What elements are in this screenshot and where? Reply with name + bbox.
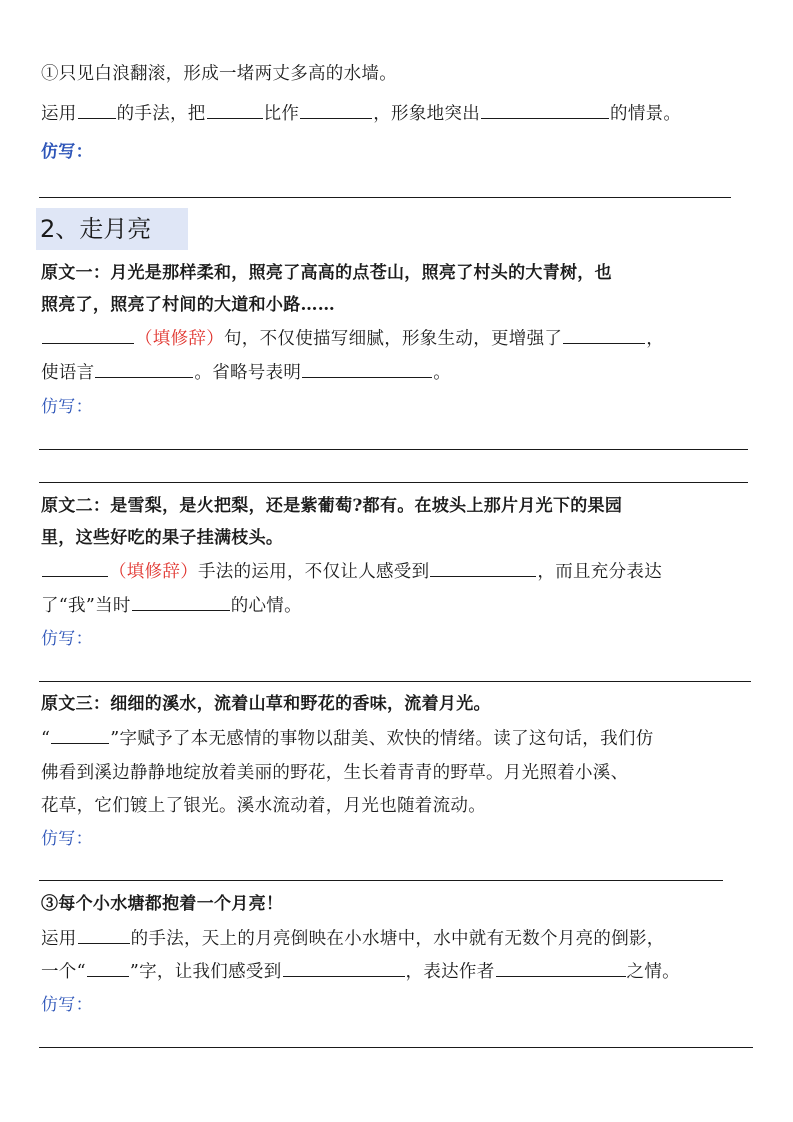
- text1-question-2: 使语言 。省略号表明 。: [41, 359, 451, 387]
- text3-line4: 花草，它们镀上了银光。溪水流动着，月光也随着流动。: [41, 796, 486, 816]
- text1-line1: 原文一：月光是那样柔和，照亮了高高的点苍山，照亮了村头的大青树，也: [41, 263, 612, 283]
- blank[interactable]: [51, 725, 109, 744]
- imitate-label: 仿写：: [41, 829, 93, 849]
- q3-question-1: 运用 的手法，天上的月亮倒映在小水塘中，水中就有无数个月亮的倒影，: [41, 925, 665, 953]
- text1-question-1: （填修辞）句，不仅使描写细腻，形象生动，更增强了 ，: [41, 325, 664, 353]
- text3-question: “ ”字赋予了本无感情的事物以甜美、欢快的情绪。读了这句话，我们仿: [41, 725, 654, 753]
- q1-question: 运用 的手法，把 比作 ，形象地突出 的情景。: [41, 100, 681, 128]
- blank[interactable]: [42, 558, 108, 577]
- text2-question-1: （填修辞）手法的运用，不仅让人感受到 ，而且充分表达: [41, 558, 662, 586]
- text3-line3: 佛看到溪边静静地绽放着美丽的野花，生长着青青的野草。月光照着小溪、: [41, 763, 629, 783]
- blank[interactable]: [95, 359, 193, 378]
- answer-line[interactable]: [39, 1047, 753, 1048]
- q3-sentence: ③每个小水塘都抱着一个月亮！: [41, 894, 284, 914]
- text2-line1: 原文二：是雪梨，是火把梨，还是紫葡萄?都有。在坡头上那片月光下的果园: [41, 496, 623, 516]
- blank[interactable]: [300, 100, 372, 119]
- blank[interactable]: [42, 325, 134, 344]
- rhetoric-note: （填修辞）: [109, 562, 198, 582]
- answer-line[interactable]: [39, 449, 748, 450]
- imitate-label: 仿写：: [41, 397, 93, 417]
- blank[interactable]: [563, 325, 645, 344]
- answer-line[interactable]: [39, 482, 748, 483]
- text2-question-2: 了“我”当时 的心情。: [41, 592, 302, 620]
- blank[interactable]: [430, 558, 536, 577]
- imitate-label: 仿写：: [41, 995, 93, 1015]
- text3-line1: 原文三：细细的溪水，流着山草和野花的香味，流着月光。: [41, 694, 491, 714]
- blank[interactable]: [132, 592, 230, 611]
- blank[interactable]: [481, 100, 609, 119]
- section-heading: 2、走月亮: [36, 208, 188, 250]
- answer-line[interactable]: [39, 197, 731, 198]
- q1-sentence: ①只见白浪翻滚，形成一堵两丈多高的水墙。: [41, 64, 397, 84]
- blank[interactable]: [283, 958, 405, 977]
- rhetoric-note: （填修辞）: [135, 329, 224, 349]
- answer-line[interactable]: [39, 880, 723, 881]
- blank[interactable]: [78, 925, 130, 944]
- blank[interactable]: [302, 359, 432, 378]
- blank[interactable]: [496, 958, 626, 977]
- q3-question-2: 一个“ ”字，让我们感受到 ，表达作者 之情。: [41, 958, 680, 986]
- text1-line2: 照亮了，照亮了村间的大道和小路……: [41, 295, 336, 315]
- text2-line2: 里，这些好吃的果子挂满枝头。: [41, 528, 284, 548]
- blank[interactable]: [87, 958, 129, 977]
- blank[interactable]: [207, 100, 263, 119]
- imitate-label: 仿写：: [41, 629, 93, 649]
- imitate-label: 仿写：: [41, 142, 93, 162]
- answer-line[interactable]: [39, 681, 751, 682]
- blank[interactable]: [78, 100, 116, 119]
